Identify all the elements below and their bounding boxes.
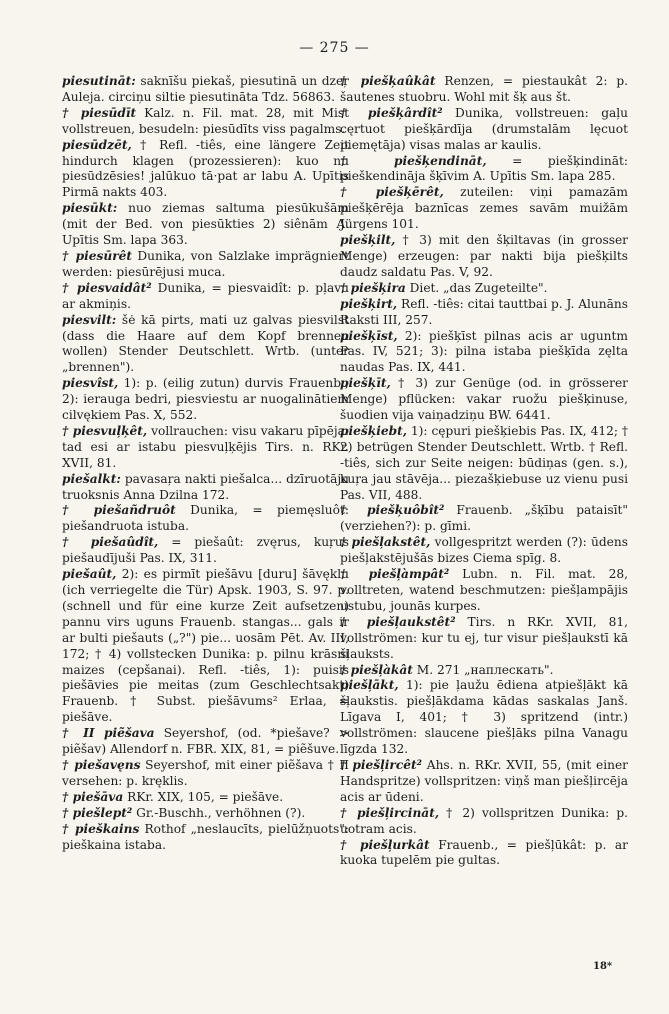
dictionary-entry [340,758,628,806]
dictionary-entry [340,424,628,504]
dictionary-entry [62,472,349,504]
dictionary-entry [62,249,349,281]
entry-body: † 2) vollspritzen Dunika: p. uotram acis. [340,805,629,836]
dictionary-entry [340,535,628,567]
entry-body: 1): cępuri piešķiebis Pas. IX, 412; † 2) betrügen Stender Deutschlett. Wrtb. † Refl. -tiês, sich zur Seite neigen: būdiņas (gen. s.), kuŗa jau stāvēja... piezašķiebuse uz vienu pusi Pas. VII, 488. [340,423,628,502]
entry-body: zuteilen: viņi pamazām piešķērēja baznīcas zemes savām muižām Jürgens 101. [340,185,628,232]
entry-body: 1): p. (eilig zutun) durvis Frauenb.; 2): ierauga bedri, piesviestu ar nuogalinātiem cilvękiem Pas. X, 552. [62,376,349,423]
entry-body: Tirs. n RKr. XVII, 81, vollströmen: kur tu ej, tur visur piešļaukstī kā šļauksts. [340,614,628,661]
dictionary-entry [62,535,349,567]
dictionary-entry [62,313,349,377]
entry-body: pavasaŗa nakti piešalca... dzīruotāju truoksnis Anna Dzilna 172. [62,471,349,502]
entry-headword: † piešañdruôt [62,503,176,518]
entry-headword: † piešķira [340,280,406,295]
dictionary-entry [340,567,628,615]
dictionary-entry [62,74,349,106]
dictionary-entry [62,138,349,202]
entry-body: = piešaût: zvęrus, kuŗus piešaudījuši Pas. IX, 311. [62,535,349,566]
dictionary-entry [62,806,349,822]
dictionary-entry [340,106,628,154]
entry-headword: † piešļàkât [340,662,413,677]
entry-body: Dunika, = piemęsluôt: piešandruota istuba. [62,503,349,534]
left-column [62,74,349,853]
entry-headword: piešķirt, [340,296,398,311]
entry-headword: piešķilt, [340,233,396,248]
dictionary-entry [340,154,628,186]
entry-headword: piešķīt, [340,376,391,391]
entry-headword: † piešļircêt² [340,757,422,772]
entry-headword: † piešļurkât [340,837,430,852]
entry-headword: † piešavęns [62,757,141,772]
dictionary-entry [340,74,628,106]
entry-body: 2): es pirmīt piešāvu [duru] šāvęklu (ich verriegelte die Tür) Apsk. 1903, S. 97. p. (schnell und für eine kurze Zeit aufsetzen) pannu virs uguns Frauenb. stangas... gals ir ar bulti piešauts („?") pie... uosām Pēt. Av. III, 172; † 4) vollstecken Dunika: p. pilnu krāsni maizes (cepšanai). Refl. -tiês, 1): puisis piešāvies pie meitas (zum Geschlechtsakt) Frauenb. † Subst. piešāvums² Erlaa, = piešāve. [62,567,349,725]
entry-body: † Refl. -tiês, eine längere Zeit hindurch klagen (prozessieren): kuo nu piesūdzēsies! jalūkuo tā·pat ar labu A. Upītis Pirmā nakts 403. [62,137,349,200]
dictionary-entry [340,503,628,535]
dictionary-entry [62,567,349,726]
dictionary-entry [340,233,628,281]
entry-body: Gr.-Buschh., verhöhnen (?). [132,805,306,820]
entry-headword: † piešķârdît² [340,105,443,120]
entry-body: † 3) mit den šķiltavas (in grosser Menge) erzeugen: par nakti bija piešķilts daudz saldatu Pas. V, 92. [340,233,628,279]
page-number: — 275 — [299,40,370,56]
entry-headword: † piešķendināt, [340,153,487,168]
dictionary-entry [340,806,628,838]
printer-signature: 18* [593,961,613,972]
dictionary-entry [340,281,628,297]
entry-body: Dunika, von Salzlake imprägniert werden: piesūrējusi muca. [62,248,349,279]
entry-headword: † II piẽšava [62,726,155,741]
right-column [340,74,628,869]
dictionary-entry [340,376,628,424]
dictionary-entry [62,201,349,249]
entry-headword: † piešļàmpât² [340,567,450,582]
dictionary-entry [62,376,349,424]
entry-body: Ahs. n. RKr. XVII, 55, (mit einer Handspritze) vollspritzen: viņš man piešļircēja acis ar ūdeni. [340,757,628,804]
dictionary-entry [340,185,628,233]
entry-headword: † piešaûdît, [62,535,159,550]
entry-headword: piešaût, [62,567,117,582]
entry-body: Lubn. n. Fil. mat. 28, volltreten, watend beschmutzen: piešļampājis ustubu, jounās kurpes. [340,567,628,613]
entry-body: = piešķindināt: pieškendināja šķīvim A. Upītis Sm. lapa 285. [340,153,628,184]
dictionary-entry [340,297,628,329]
dictionary-entry [340,678,628,758]
entry-headword: † piesvaidât² [62,280,152,295]
entry-body: saknīšu piekaš, piesutinā un dzeŗ Auleja. circiņu siltie piesutināta Tdz. 56863. [62,74,349,104]
entry-body: Dunika, vollstreuen: gaļu cęrtuot piešķārdīja (drumstalām lęcuot piemętāja) visas malas ar kaulis. [340,105,629,152]
entry-headword: † pieškains [62,821,140,836]
entry-headword: † piesūdīt [62,105,137,120]
entry-headword: † piešķuôbît² [340,503,445,518]
dictionary-entry [62,106,349,138]
entry-body: Kalz. n. Fil. mat. 28, mit Mist vollstreuen, besudeln: piesūdīts viss pagalms. [62,105,349,136]
entry-headword: † piešļircināt, [340,805,440,820]
entry-body: vollgespritzt werden (?): ūdens piešļakstējušās bizes Ciema spīg. 8. [340,535,628,566]
entry-body: M. 271 „наплескать". [412,662,554,677]
dictionary-entry [62,281,349,313]
entry-headword: † piešķaûkât [340,74,436,88]
entry-headword: piesūkt: [62,201,118,216]
entry-headword: † piešļaukstêt² [340,614,456,629]
entry-headword: piesvilt: [62,312,117,327]
entry-headword: † piešķērêt, [340,185,444,200]
entry-headword: piesvîst, [62,376,119,391]
dictionary-entry [62,758,349,790]
dictionary-entry [62,822,349,854]
dictionary-entry [62,790,349,806]
entry-body: Frauenb., = piešļūkât: p. ar kuoka tupelēm pie gultas. [340,837,628,868]
entry-headword: piesūdzēt, [62,137,132,152]
dictionary-entry [340,663,628,679]
entry-body: † 3) zur Genüge (od. in grösserer Menge) pflücken: vakar ruožu piešķinuse, šuodien vija vaiņadziņu BW. 6441. [340,376,628,423]
entry-body: Rothof „neslaucīts, pielūžņuots": pieškaina istaba. [62,821,349,852]
dictionary-entry [62,424,349,472]
dictionary-entry [62,726,349,758]
entry-headword: † piešļakstêt, [340,535,431,550]
entry-headword: piešalkt: [62,471,121,486]
entry-body: Diet. „das Zugeteilte". [405,280,548,295]
entry-body: 1): pie ļaužu ēdiena atpiešļākt kā šļaukstis. piešļākdama kādas saskalas Janš. Līgava I, 401; † 3) spritzend (intr.) vollströmen: slaucene piešļāks pilna Vanagu līgzda 132. [340,678,628,757]
entry-body: 2): piešķīst pilnas acis ar uguntm Pas. IV, 521; 3): pilna istaba piešķīda zęlta naudas Pas. IX, 441. [340,328,628,375]
entry-body: Refl. -tiês: citai tauttbai p. J. Alunāns Raksti III, 257. [340,296,628,327]
entry-headword: piesutināt: [62,74,136,88]
dictionary-entry [340,329,628,377]
dictionary-entry [340,615,628,663]
entry-body: nuo ziemas saltuma piesūkušām (mit der Bed. von piesūkties 2) siênām A. Upītis Sm. lapa 363. [62,201,349,248]
entry-body: šė kā pirts, mati uz galvas piesvilst (dass die Haare auf dem Kopf brennen wollen) Stender Deutschlett. Wrtb. (unter „brennen"). [62,312,349,375]
entry-headword: † piešāva [62,789,124,804]
entry-body: Renzen, = piestaukât 2: p. šautenes stuobru. Wohl mit šķ aus št. [340,74,628,104]
entry-headword: piešķīst, [340,328,398,343]
entry-body: Frauenb. „šķību pataisīt" (verziehen?): p. gīmi. [340,503,628,534]
entry-body: RKr. XIX, 105, = piešāve. [123,789,284,804]
dictionary-entry [62,503,349,535]
entry-body: vollrauchen: visu vakaru pīpēja: tad esi ar istabu piesvuļķējis Tirs. n. RKr. XVII, 81. [62,423,350,470]
entry-headword: piešļākt, [340,678,399,693]
entry-headword: † piesvuļķêt, [62,423,148,438]
entry-headword: † piesūrêt [62,248,133,263]
entry-body: Seyershof, (od. *piešave? > piẽšav) Allendorf n. FBR. XIX, 81, = piẽšuve. [62,726,350,757]
dictionary-entry [340,838,628,870]
entry-headword: † piešlept² [62,805,133,820]
entry-body: Seyershof, mit einer piẽšava † II versehen: p. kręklis. [62,757,349,788]
entry-body: Dunika, = piesvaidît: p. pļavu ar akmiņis. [62,280,349,311]
entry-headword: piešķiebt, [340,423,407,438]
